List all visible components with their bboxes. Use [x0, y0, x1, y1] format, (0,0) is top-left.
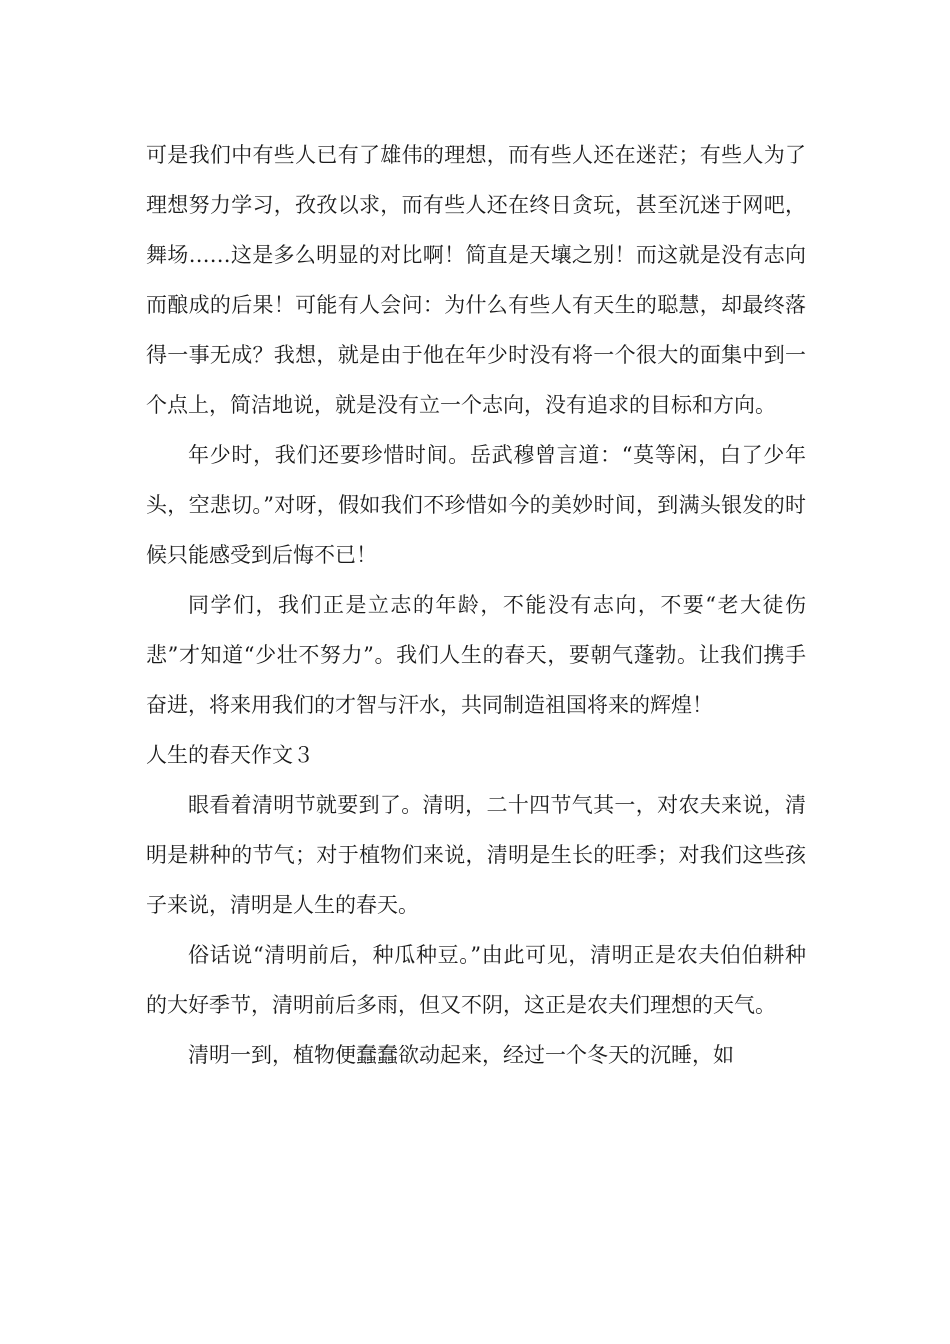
paragraph-2: 年少时，我们还要珍惜时间。岳武穆曾言道：“莫等闲，白了少年头，空悲切。”对呀，假如我们不珍惜如今的美妙时间，到满头银发的时候只能感受到后悔不已！	[146, 443, 806, 567]
section-paragraph-2: 俗话说“清明前后，种瓜种豆。”由此可见，清明正是农夫伯伯耕种的大好季节，清明前后多雨，但又不阴，这正是农夫们理想的天气。	[146, 943, 806, 1017]
section-title: 人生的春天作文３	[146, 743, 314, 767]
section-paragraph-1: 眼看着清明节就要到了。清明，二十四节气其一，对农夫来说，清明是耕种的节气；对于植物们来说，清明是生长的旺季；对我们这些孩子来说，清明是人生的春天。	[146, 793, 806, 917]
section-paragraph-3: 清明一到，植物便蠢蠢欲动起来，经过一个冬天的沉睡，如	[188, 1043, 734, 1067]
document-body	[146, 130, 806, 1080]
paragraph-3: 同学们，我们正是立志的年龄，不能没有志向，不要“老大徒伤悲”才知道“少壮不努力”。我们人生的春天，要朝气蓬勃。让我们携手奋进，将来用我们的才智与汗水，共同制造祖国将来的辉煌！	[146, 593, 806, 717]
paragraph-1: 可是我们中有些人已有了雄伟的理想，而有些人还在迷茫；有些人为了理想努力学习，孜孜以求，而有些人还在终日贪玩，甚至沉迷于网吧，舞场……这是多么明显的对比啊！简直是天壤之别！而这就是没有志向而酿成的后果！可能有人会问：为什么有些人有天生的聪慧，却最终落得一事无成？我想，就是由于他在年少时没有将一个很大的面集中到一个点上，简洁地说，就是没有立一个志向，没有追求的目标和方向。	[146, 143, 806, 417]
